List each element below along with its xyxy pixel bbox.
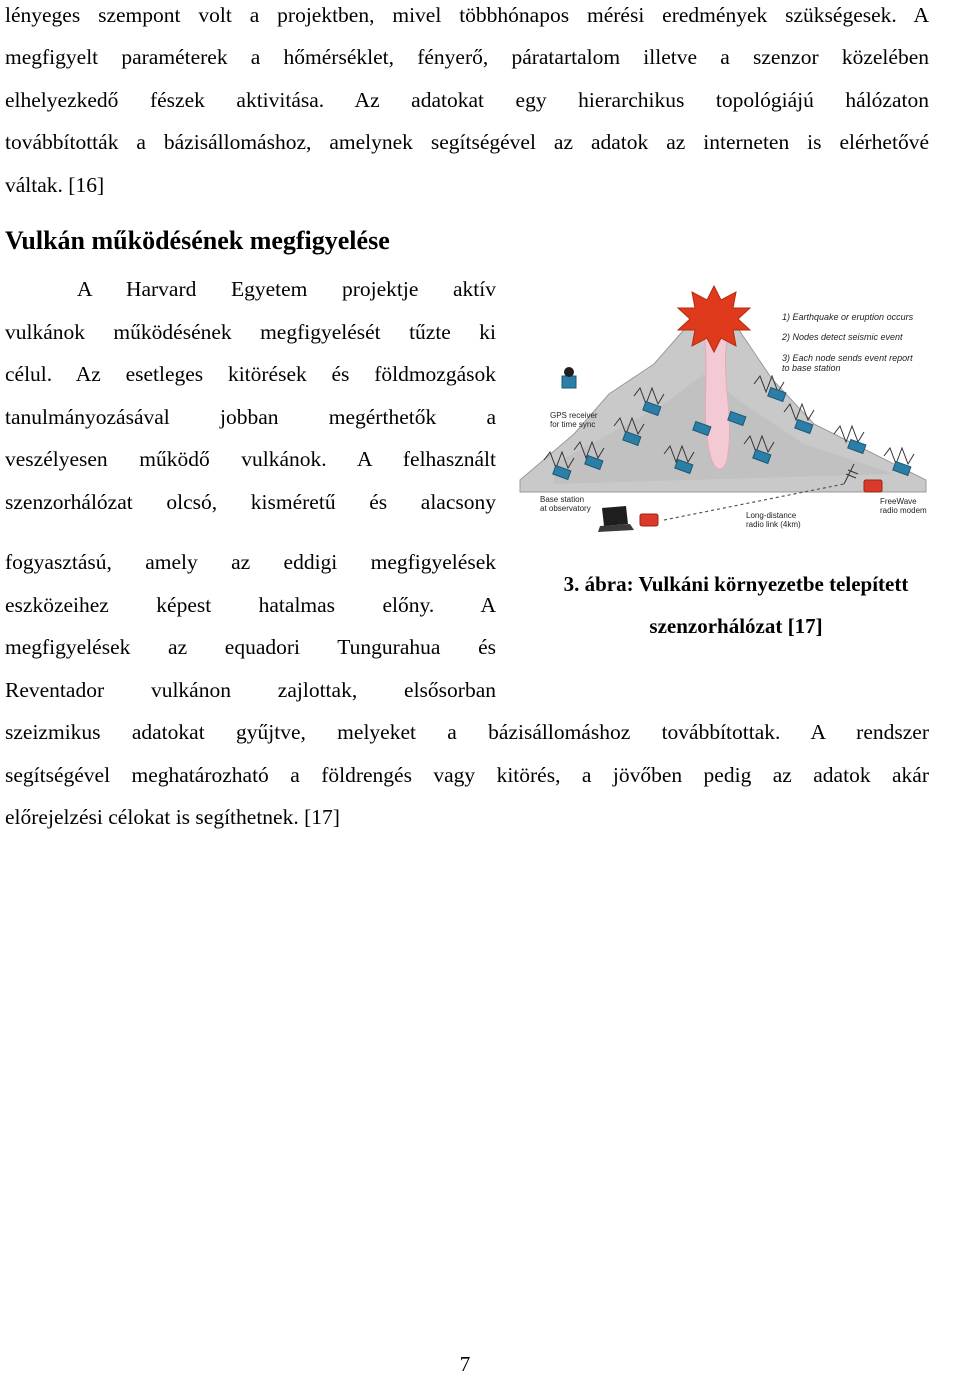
volcano-network-figure [514, 284, 934, 540]
gps-receiver-icon [562, 367, 576, 388]
column-line: vulkánok működésének megfigyelését tűzte ki [5, 320, 496, 344]
figure-caption: szenzorhálózat [17] [649, 614, 823, 638]
freewave-modem-icon [864, 480, 882, 492]
legend-item: 2) Nodes detect seismic event [782, 332, 903, 342]
freewave-label: radio modem [880, 506, 927, 515]
column-line: eszközeihez képest hatalmas előny. A [5, 593, 496, 617]
laptop-icon [598, 506, 634, 532]
base-station-label: at observatory [540, 504, 591, 513]
base-station-modem-icon [640, 514, 658, 526]
gps-label: for time sync [550, 420, 596, 429]
column-line: célul. Az esetleges kitörések és földmozgások [5, 362, 496, 386]
radio-link-label: radio link (4km) [746, 520, 801, 529]
paragraph-line: segítségével meghatározható a földrengés vagy kitörés, a jövőben pedig az adatok akár [5, 763, 929, 787]
column-line: tanulmányozásával jobban megérthetők a [5, 405, 496, 429]
paragraph-line: váltak. [16] [5, 173, 105, 197]
page-number: 7 [459, 1352, 471, 1376]
legend-item: to base station [782, 363, 841, 373]
legend-item: 3) Each node sends event report [782, 353, 913, 363]
paragraph-line: szeizmikus adatokat gyűjtve, melyeket a bázisállomáshoz továbbítottak. A rendszer [5, 720, 929, 744]
legend-item: 1) Earthquake or eruption occurs [782, 312, 914, 322]
radio-link-label: Long-distance [746, 511, 797, 520]
paragraph-line: megfigyelt paraméterek a hőmérséklet, fényerő, páratartalom illetve a szenzor közelében [5, 45, 929, 69]
column-line: veszélyesen működő vulkánok. A felhasznált [5, 447, 496, 471]
figure-caption: 3. ábra: Vulkáni környezetbe telepített [563, 572, 909, 596]
base-station-label: Base station [540, 495, 585, 504]
section-heading: Vulkán működésének megfigyelése [5, 226, 390, 255]
column-line: szenzorhálózat olcsó, kisméretű és alacsony [5, 490, 496, 514]
column-line: fogyasztású, amely az eddigi megfigyelések [5, 550, 496, 574]
column-line: Reventador vulkánon zajlottak, elsősorban [5, 678, 496, 702]
column-line: A Harvard Egyetem projektje aktív [77, 277, 496, 301]
gps-label: GPS receiver [550, 411, 598, 420]
column-line: megfigyelések az equadori Tungurahua és [5, 635, 496, 659]
paragraph-line: lényeges szempont volt a projektben, mivel többhónapos mérési eredmények szükségesek. A [5, 3, 929, 27]
paragraph-line: továbbították a bázisállomáshoz, amelynek segítségével az adatok az interneten is elérhetővé [5, 130, 929, 154]
paragraph-line: előrejelzési célokat is segíthetnek. [17] [5, 805, 340, 829]
paragraph-line: elhelyezkedő fészek aktivitása. Az adatokat egy hierarchikus topológiájú hálózaton [5, 88, 929, 112]
freewave-label: FreeWave [880, 497, 917, 506]
